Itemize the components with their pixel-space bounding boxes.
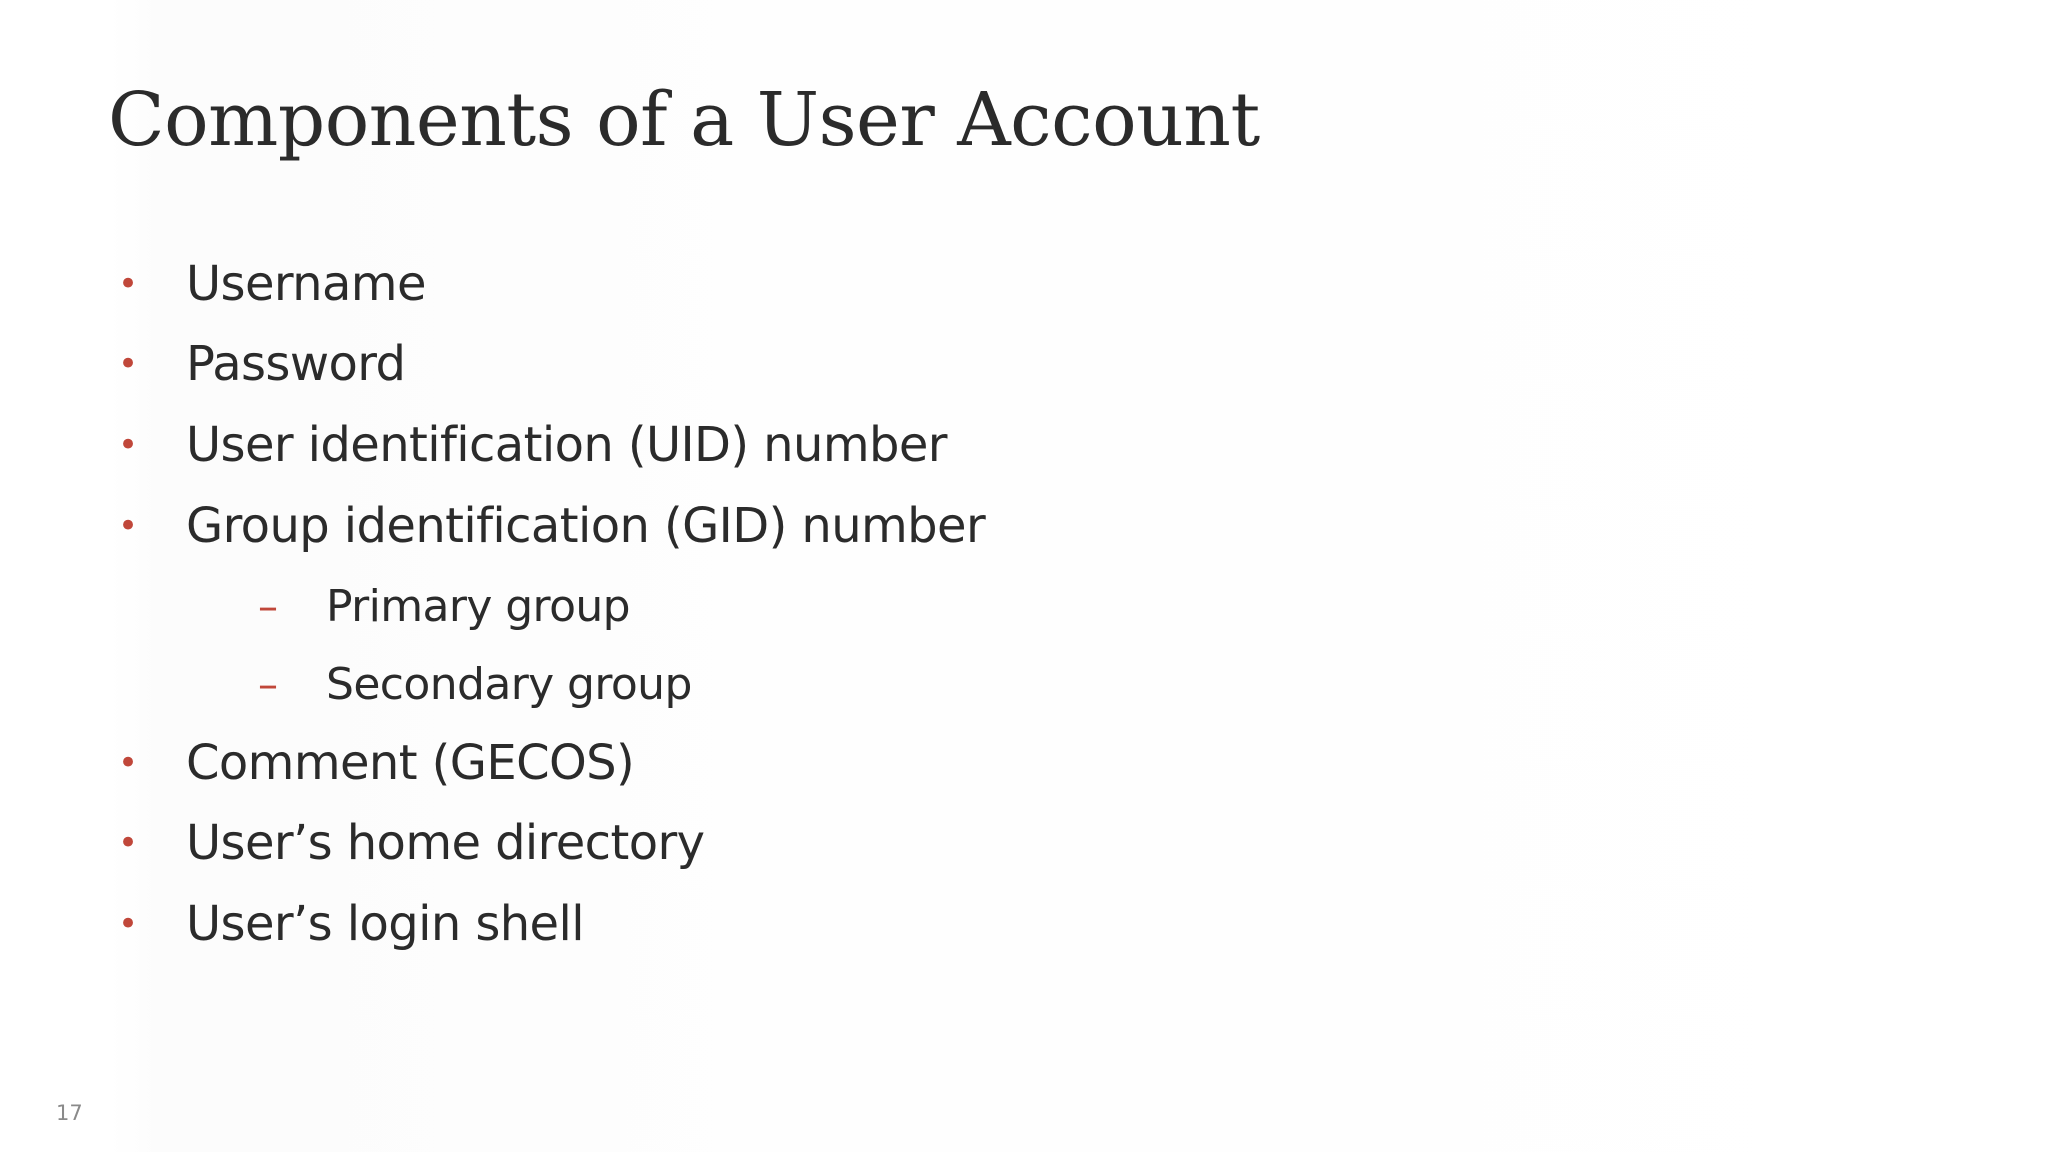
bullet-item-comment bbox=[118, 733, 634, 793]
bullet-text: User’s login shell bbox=[186, 896, 584, 952]
sub-item-primary-group bbox=[258, 579, 630, 635]
bullet-marker: • bbox=[118, 344, 139, 384]
bullet-marker: • bbox=[118, 743, 139, 783]
bullet-marker: • bbox=[118, 823, 139, 863]
bullet-item-home-directory bbox=[118, 813, 704, 873]
bullet-item-username bbox=[118, 254, 426, 314]
bullet-marker: • bbox=[118, 506, 139, 546]
bullet-item-uid bbox=[118, 415, 947, 475]
slide-title: Components of a User Account bbox=[108, 77, 1260, 163]
sub-item-text: Secondary group bbox=[326, 659, 692, 710]
sub-item-secondary-group bbox=[258, 657, 692, 713]
bullet-marker: • bbox=[118, 425, 139, 465]
bullet-item-gid bbox=[118, 496, 985, 556]
dash-marker: – bbox=[258, 662, 278, 708]
bullet-item-password bbox=[118, 334, 405, 394]
bullet-text: User’s home directory bbox=[186, 815, 705, 871]
sub-item-text: Primary group bbox=[326, 581, 631, 632]
slide-number: 17 bbox=[56, 1101, 83, 1125]
bullet-text: Comment (GECOS) bbox=[186, 735, 635, 791]
bullet-text: Username bbox=[186, 256, 426, 312]
bullet-item-login-shell bbox=[118, 894, 584, 954]
bullet-text: Group identification (GID) number bbox=[186, 498, 986, 554]
bullet-text: User identification (UID) number bbox=[186, 417, 947, 473]
bullet-marker: • bbox=[118, 264, 139, 304]
bullet-marker: • bbox=[118, 904, 139, 944]
bullet-text: Password bbox=[186, 336, 406, 392]
dash-marker: – bbox=[258, 584, 278, 630]
